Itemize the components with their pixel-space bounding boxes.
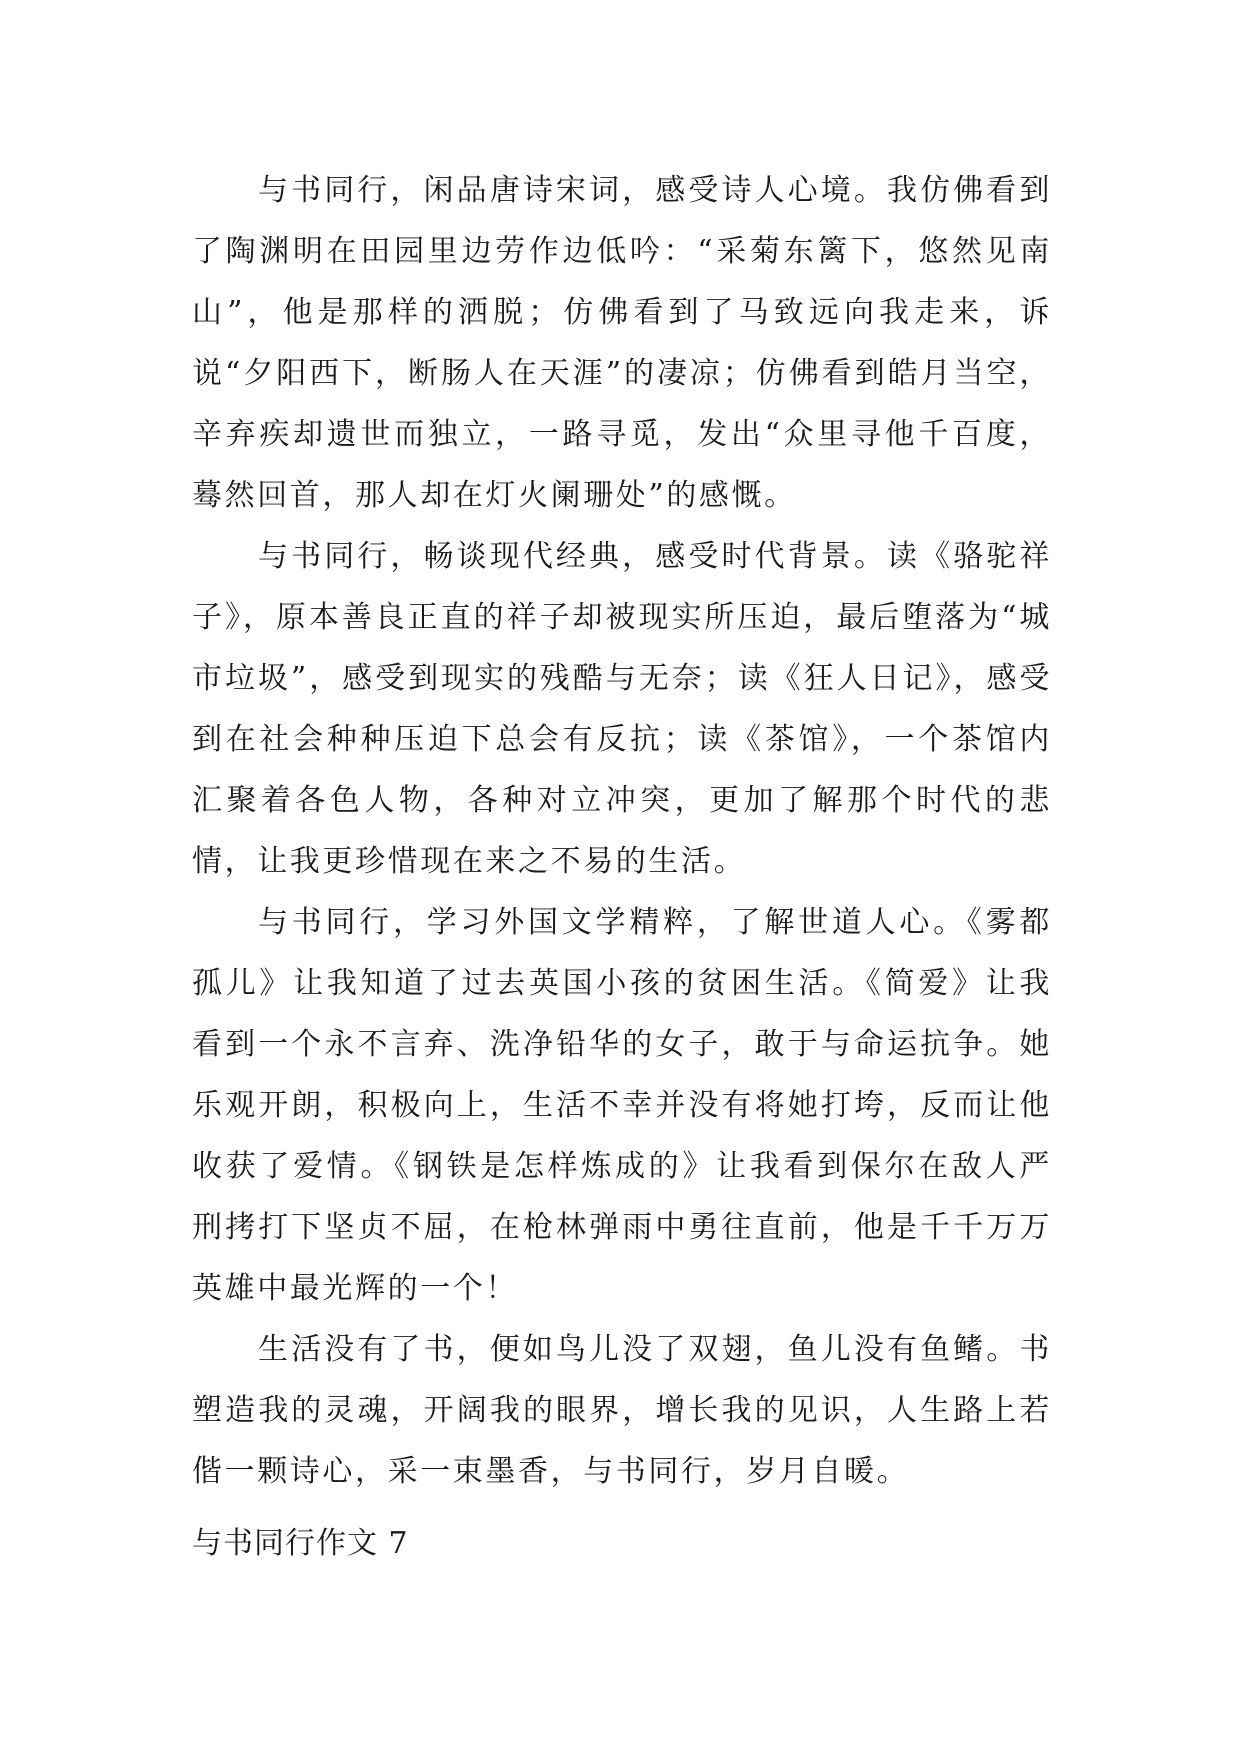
paragraph-foreign-literature: 与书同行，学习外国文学精粹，了解世道人心。《雾都孤儿》让我知道了过去英国小孩的贫困生活。《简爱》让我看到一个永不言弃、洗净铅华的女子，敢于与命运抗争。她乐观开朗，积极向上，生活不幸并没有将她打垮，反而让他收获了爱情。《钢铁是怎样炼成的》让我看到保尔在敌人严刑拷打下坚贞不屈，在枪林弹雨中勇往直前，他是千千万万英雄中最光辉的一个！ — [192, 905, 1052, 1306]
document-body — [192, 160, 1052, 1502]
section-heading: 与书同行作文 7 — [192, 1526, 409, 1561]
paragraph-conclusion: 生活没有了书，便如鸟儿没了双翅，鱼儿没有鱼鳍。书塑造我的灵魂，开阔我的眼界，增长我的见识，人生路上若偕一颗诗心，采一束墨香，与书同行，岁月自暖。 — [192, 1332, 1052, 1489]
paragraph-modern-classics: 与书同行，畅谈现代经典，感受时代背景。读《骆驼祥子》，原本善良正直的祥子却被现实所压迫，最后堕落为“城市垃圾”，感受到现实的残酷与无奈；读《狂人日记》，感受到在社会种种压迫下总会有反抗；读《茶馆》，一个茶馆内汇聚着各色人物，各种对立冲突，更加了解那个时代的悲情，让我更珍惜现在来之不易的生活。 — [192, 539, 1052, 879]
paragraph-tang-song-poetry: 与书同行，闲品唐诗宋词，感受诗人心境。我仿佛看到了陶渊明在田园里边劳作边低吟：“采菊东篱下，悠然见南山”，他是那样的洒脱；仿佛看到了马致远向我走来，诉说“夕阳西下，断肠人在天涯”的凄凉；仿佛看到皓月当空，辛弃疾却遗世而独立，一路寻觅，发出“众里寻他千百度，蓦然回首，那人却在灯火阑珊处”的感慨。 — [192, 173, 1052, 513]
